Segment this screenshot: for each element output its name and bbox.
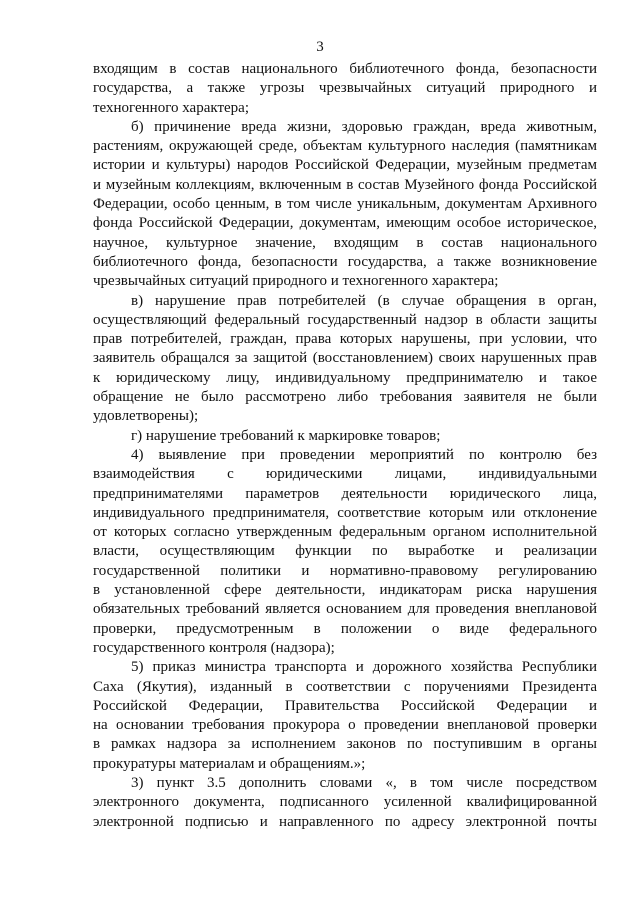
text-line: к юридическому лицу, индивидуальному предпринимателю и такое — [93, 369, 597, 386]
document-body — [93, 60, 597, 832]
page-number: 3 — [316, 39, 324, 55]
text-line: предпринимателями параметров деятельности юридического лица, — [93, 485, 597, 502]
text-line: в рамках надзора за исполнением законов по поступившим в органы — [93, 736, 597, 753]
text-line: прокуратуры материалам и обращениям.»; — [93, 755, 366, 772]
text-line: техногенного характера; — [93, 99, 249, 116]
text-line: г) нарушение требований к маркировке товаров; — [131, 427, 441, 444]
text-line: индивидуального предпринимателя, соответствие которым или отклонение — [93, 504, 597, 521]
text-line: государственного контроля (надзора); — [93, 639, 335, 656]
text-line: осуществляющий федеральный государственный надзор в области защиты — [93, 311, 597, 328]
text-line: заявитель обращался за защитой (восстановлением) своих нарушенных прав — [93, 350, 597, 367]
text-line: прав потребителей, граждан, права которых нарушены, при условии, что — [93, 331, 597, 348]
text-line: обращение не было рассмотрено либо требования заявителя не были — [93, 389, 597, 406]
text-line: обязательных требований является основанием для проведения внеплановой — [93, 601, 597, 618]
text-line: электронной подписью и направленного по адресу электронной почты — [93, 813, 597, 830]
text-line: удовлетворены); — [93, 408, 199, 425]
text-line: научное, культурное значение, входящим в состав национального — [93, 234, 597, 251]
text-line: растениям, окружающей среде, объектам культурного наследия (памятникам — [93, 138, 597, 155]
text-line: истории и культуры) народов Российской Федерации, музейным предметам — [93, 157, 597, 174]
text-line: в) нарушение прав потребителей (в случае обращения в орган, — [131, 292, 597, 309]
text-line: взаимодействия с юридическими лицами, индивидуальными — [93, 466, 597, 483]
text-line: в установленной сфере деятельности, индикаторам риска нарушения — [93, 582, 597, 599]
text-line: библиотечного фонда, безопасности государства, а также возникновение — [93, 253, 597, 270]
text-line: Российской Федерации, Правительства Российской Федерации и — [93, 697, 597, 714]
text-line: государственной политики и нормативно-правовому регулированию — [93, 562, 597, 579]
text-line: 5) приказ министра транспорта и дорожного хозяйства Республики — [131, 659, 597, 676]
text-line: чрезвычайных ситуаций природного и техногенного характера; — [93, 273, 499, 290]
text-line: государства, а также угрозы чрезвычайных ситуаций природного и — [93, 80, 597, 97]
text-line: б) причинение вреда жизни, здоровью граждан, вреда животным, — [131, 118, 597, 135]
text-line: на основании требования прокурора о проведении внеплановой проверки — [93, 717, 597, 734]
text-line: входящим в состав национального библиотечного фонда, безопасности — [93, 61, 597, 77]
text-line: фонда Российской Федерации, документам, имеющим особое историческое, — [93, 215, 597, 232]
text-line: от которых согласно утвержденным федеральным органом исполнительной — [93, 524, 597, 541]
text-line: Саха (Якутия), изданный в соответствии с поручениями Президента — [93, 678, 597, 695]
text-line: власти, осуществляющим функции по выработке и реализации — [93, 543, 597, 560]
text-line: и музейным коллекциям, включенным в состав Музейного фонда Российской — [93, 176, 597, 193]
text-line: Федерации, особо ценным, в том числе уникальным, документам Архивного — [93, 196, 597, 213]
text-line: проверки, предусмотренным в положении о виде федерального — [93, 620, 597, 637]
text-line: 4) выявление при проведении мероприятий по контролю без — [131, 446, 597, 463]
text-line: 3) пункт 3.5 дополнить словами «, в том числе посредством — [131, 774, 597, 791]
text-line: электронного документа, подписанного усиленной квалифицированной — [93, 794, 597, 811]
